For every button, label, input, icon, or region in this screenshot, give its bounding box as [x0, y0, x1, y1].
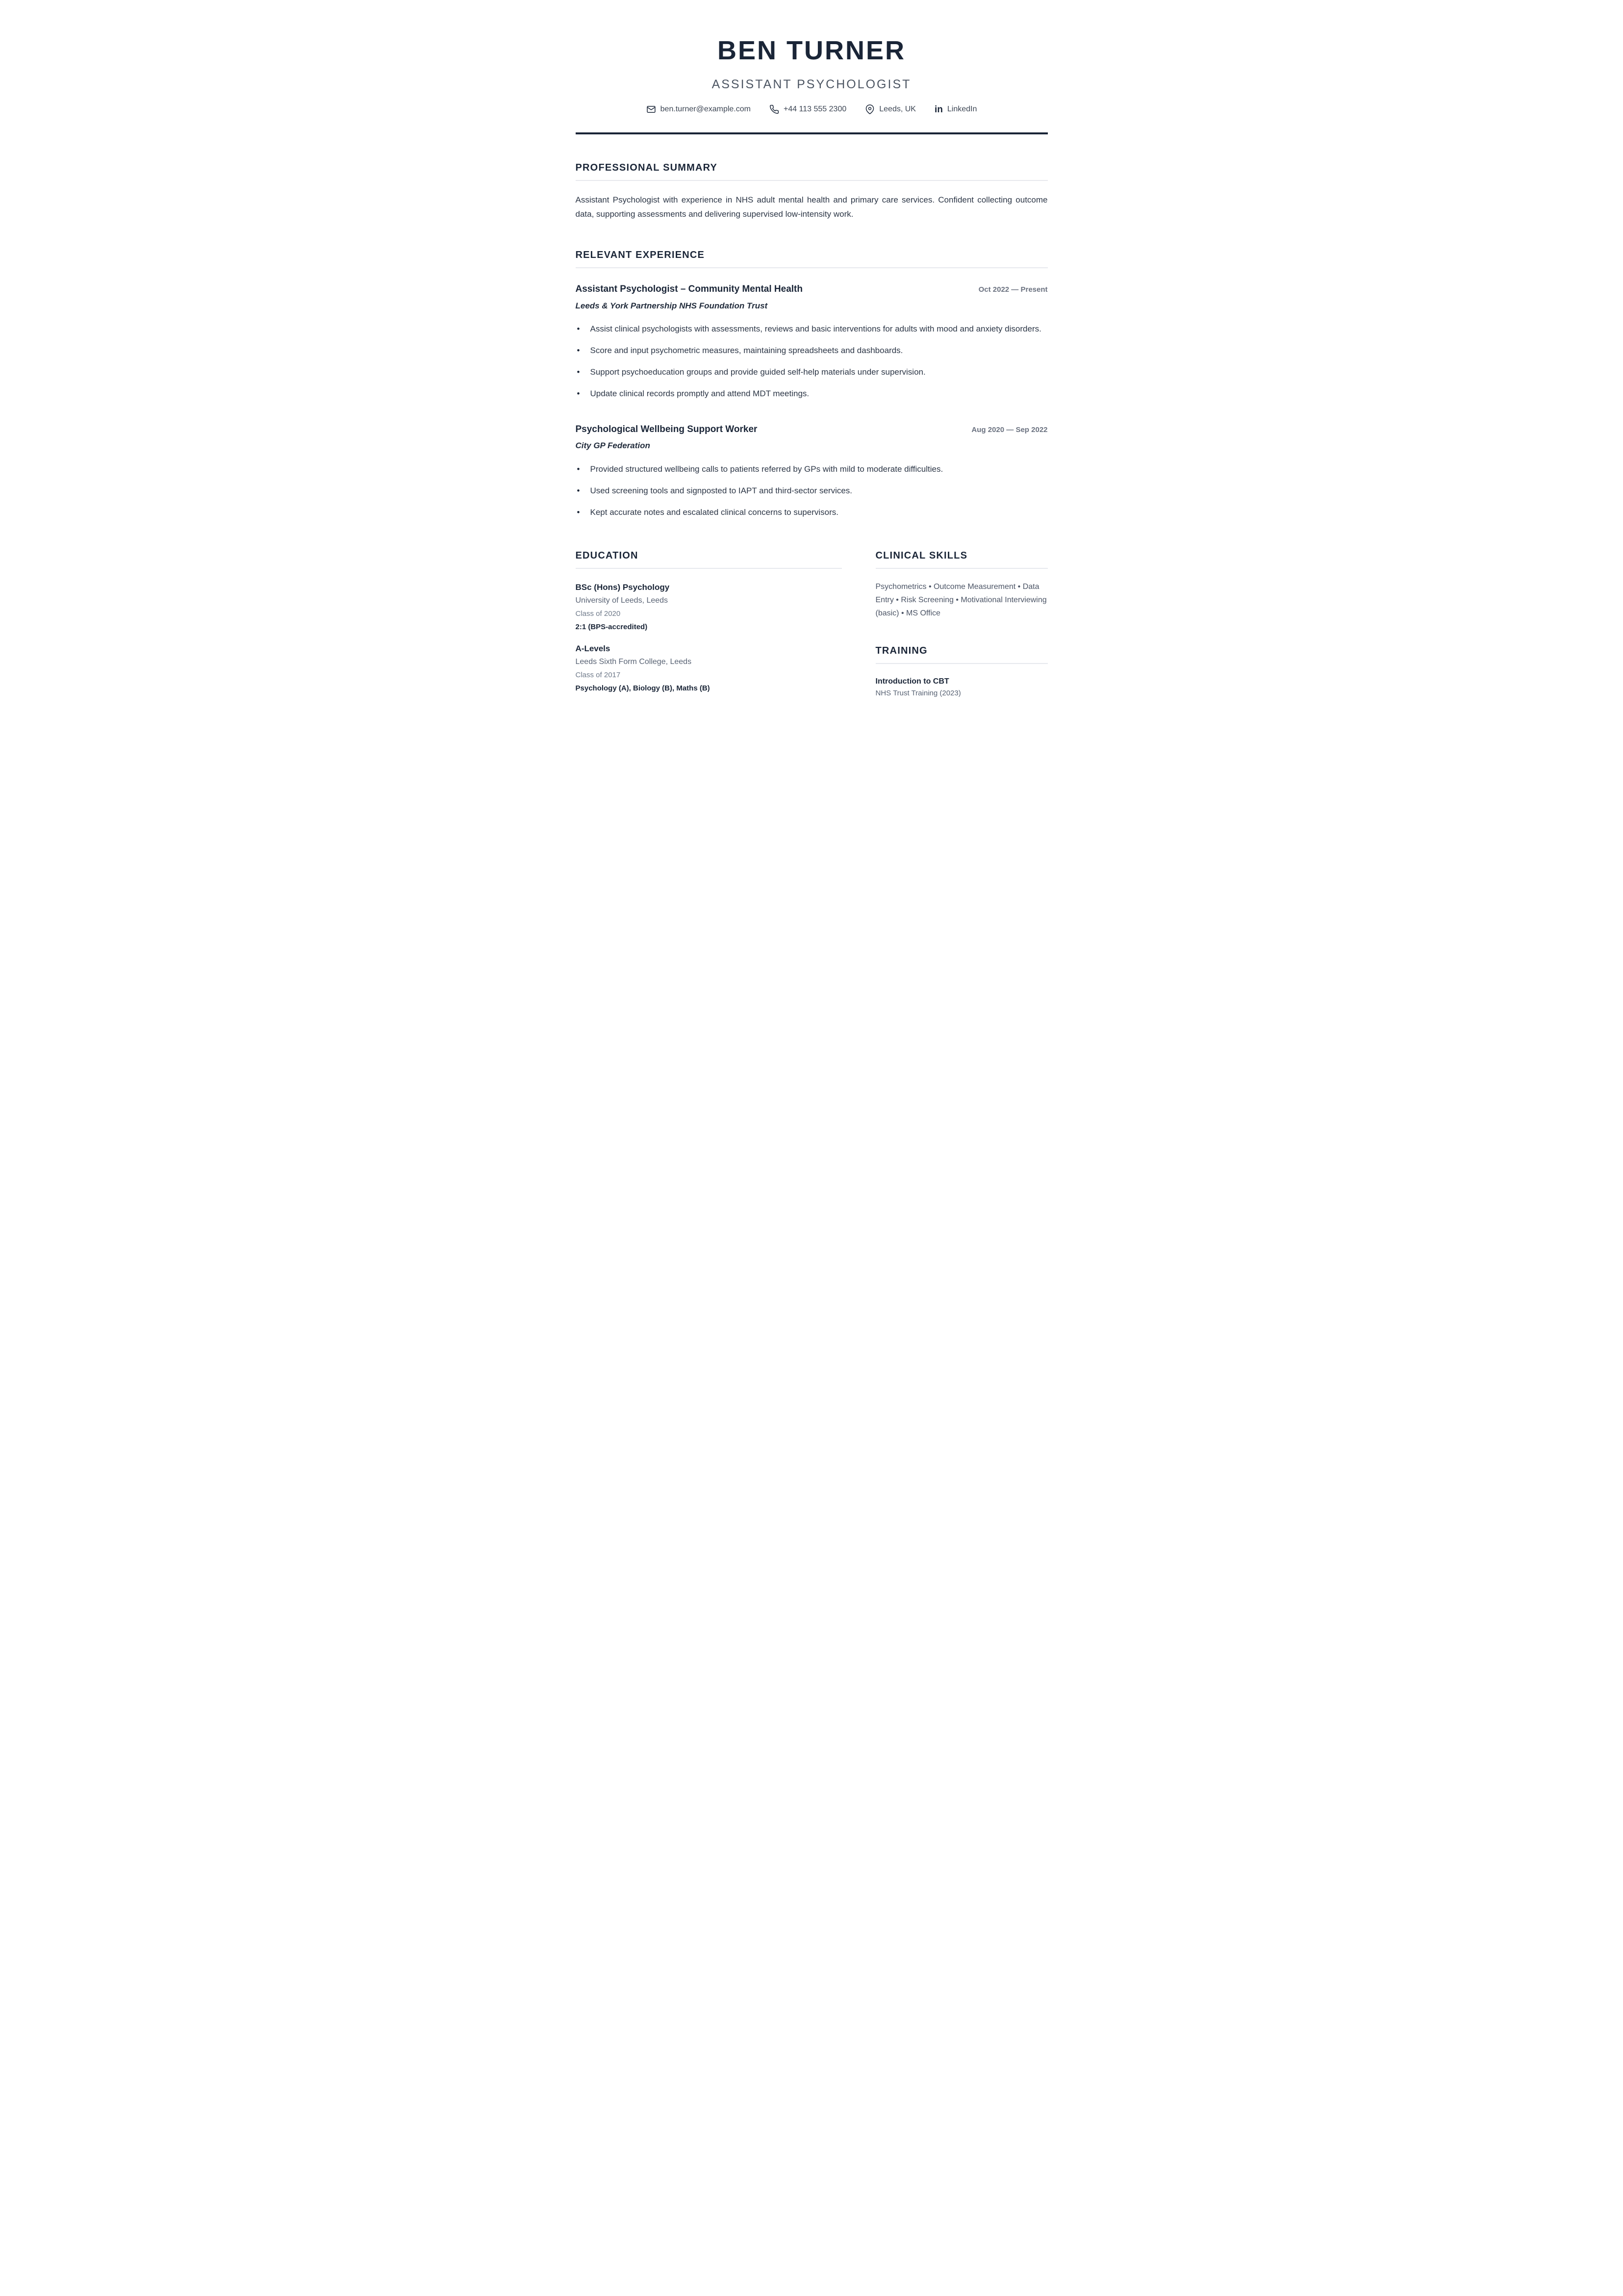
job-bullet: • Support psychoeducation groups and provide guided self-help materials under supervision. — [576, 365, 1048, 379]
job-entry-1 — [576, 283, 1048, 401]
education-degree: A-Levels — [575, 643, 610, 653]
job-bullet: • Score and input psychometric measures, maintaining spreadsheets and dashboards. — [576, 343, 1048, 357]
education-school: University of Leeds, Leeds — [575, 596, 668, 605]
job-bullet: • Update clinical records promptly and attend MDT meetings. — [576, 386, 1048, 401]
education-detail: 2:1 (BPS-accredited) — [575, 622, 648, 631]
linkedin-icon: in — [934, 104, 943, 115]
section-rule — [576, 180, 1048, 181]
skills-text: Psychometrics • Outcome Measurement • Data Entry • Risk Screening • Motivational Interviewing (basic) • MS Office — [875, 582, 1047, 617]
education-entry-2 — [576, 642, 842, 695]
job-header — [576, 424, 1048, 436]
contact-linkedin-text: LinkedIn — [947, 105, 977, 113]
training-item — [876, 675, 1048, 699]
page-title: BEN TURNER — [717, 36, 906, 65]
section-heading-skills: CLINICAL SKILLS — [875, 550, 968, 561]
section-heading-experience: RELEVANT EXPERIENCE — [575, 250, 705, 260]
section-professional-summary — [576, 162, 1048, 221]
job-company: Leeds & York Partnership NHS Foundation Trust — [575, 301, 768, 310]
job-bullet: • Assist clinical psychologists with assessments, reviews and basic interventions for adults with mood and anxiety disorders. — [576, 322, 1048, 336]
job-bullet: • Kept accurate notes and escalated clinical concerns to supervisors. — [576, 505, 1048, 519]
job-bullet: • Used screening tools and signposted to IAPT and third-sector services. — [576, 484, 1048, 498]
header-divider — [576, 132, 1048, 134]
contact-phone[interactable] — [769, 104, 846, 114]
phone-icon — [769, 104, 779, 114]
map-pin-icon — [865, 104, 875, 114]
header — [576, 37, 1048, 134]
summary-text: Assistant Psychologist with experience in NHS adult mental health and primary care services. Confident collecting outcome data, supporting assessments and delivering supervised low-intensity work. — [575, 195, 1048, 219]
contact-row — [576, 104, 1048, 114]
section-training — [876, 645, 1048, 699]
section-relevant-experience — [576, 249, 1048, 519]
job-bullet-list — [576, 462, 1048, 519]
education-school: Leeds Sixth Form College, Leeds — [575, 657, 692, 666]
section-rule — [876, 568, 1048, 569]
contact-location-text: Leeds, UK — [879, 105, 916, 113]
section-rule — [576, 568, 842, 569]
education-year: Class of 2020 — [575, 609, 621, 618]
training-title: Introduction to CBT — [875, 677, 949, 686]
bottom-columns — [576, 550, 1048, 699]
job-bullet-list — [576, 322, 1048, 401]
job-title: Assistant Psychologist – Community Mental Health — [575, 284, 803, 294]
section-heading-education: EDUCATION — [575, 550, 638, 561]
section-rule — [876, 663, 1048, 664]
section-clinical-skills — [876, 550, 1048, 620]
contact-email-text: ben.turner@example.com — [660, 105, 751, 113]
right-column — [876, 550, 1048, 699]
contact-linkedin[interactable] — [935, 105, 977, 114]
education-degree: BSc (Hons) Psychology — [575, 582, 670, 592]
job-header — [576, 283, 1048, 296]
contact-phone-text: +44 113 555 2300 — [783, 105, 847, 113]
job-dates: Oct 2022 — Present — [978, 285, 1048, 294]
contact-email[interactable] — [646, 104, 751, 114]
job-bullet: • Provided structured wellbeing calls to patients referred by GPs with mild to moderate difficulties. — [576, 462, 1048, 476]
education-detail: Psychology (A), Biology (B), Maths (B) — [575, 684, 710, 692]
contact-location — [865, 104, 916, 114]
section-heading-training: TRAINING — [875, 645, 928, 656]
education-entry-1 — [576, 581, 842, 634]
job-title: Psychological Wellbeing Support Worker — [575, 424, 758, 434]
section-rule — [576, 267, 1048, 268]
job-subtitle: ASSISTANT PSYCHOLOGIST — [711, 77, 912, 91]
mail-icon — [646, 104, 656, 114]
job-entry-2 — [576, 424, 1048, 519]
resume-page — [541, 0, 1082, 765]
education-year: Class of 2017 — [575, 670, 621, 679]
section-heading-summary: PROFESSIONAL SUMMARY — [575, 162, 718, 173]
job-company: City GP Federation — [575, 441, 650, 451]
job-dates: Aug 2020 — Sep 2022 — [971, 425, 1048, 434]
training-detail: NHS Trust Training (2023) — [875, 689, 961, 697]
section-education — [576, 550, 842, 699]
